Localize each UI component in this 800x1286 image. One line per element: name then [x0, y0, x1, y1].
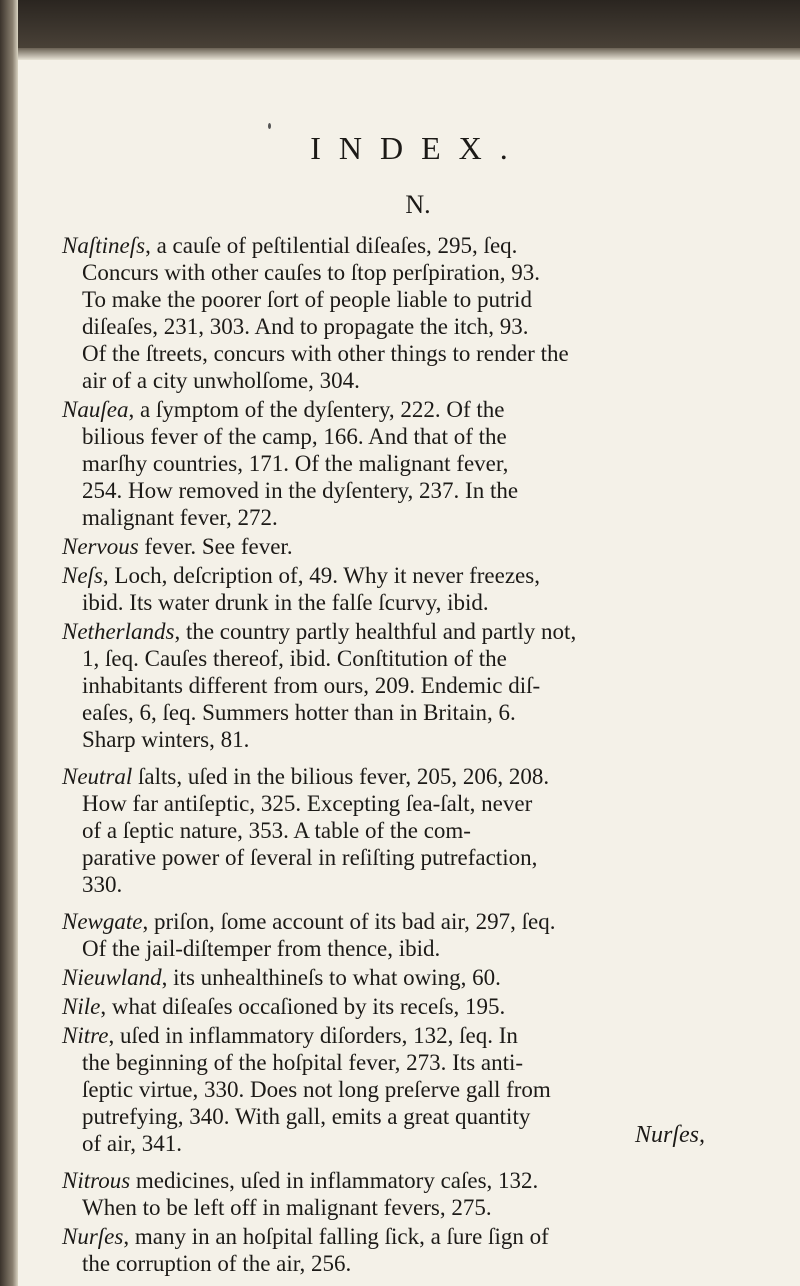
entry-text: , its unhealthineſs to what owing, 60.: [161, 965, 501, 990]
entry-text: ſalts, uſed in the bilious fever, 205, 206, 208.: [132, 764, 550, 789]
entry-text: air of a city unwholſome, 304.: [82, 368, 360, 393]
entry-term: Netherlands: [62, 619, 175, 644]
entry-text: diſeaſes, 231, 303. And to propagate the itch, 93.: [82, 314, 529, 339]
entry-text: , priſon, ſome account of its bad air, 297, ſeq.: [142, 909, 556, 934]
entry-text: Of the ſtreets, concurs with other things to render the: [82, 341, 569, 366]
entry-line: [62, 645, 712, 672]
entry-text: , a cauſe of peſtilential diſeaſes, 295, ſeq.: [145, 233, 518, 258]
entry-line: [62, 790, 712, 817]
entry-text: eaſes, 6, ſeq. Summers hotter than in Britain, 6.: [82, 700, 516, 725]
entry-text: medicines, uſed in inflammatory caſes, 132.: [130, 1168, 539, 1193]
entry-line: [62, 964, 712, 991]
index-entry: [62, 1022, 712, 1157]
entry-text: , what diſeaſes occaſioned by its receſs, 195.: [100, 994, 506, 1019]
page-edge-shadow: [18, 48, 800, 60]
entry-term: Nervous: [62, 534, 139, 559]
index-entry: [62, 232, 712, 394]
entry-text: inhabitants different from ours, 209. Endemic diſ-: [82, 673, 541, 698]
entry-text: , uſed in inflammatory diſorders, 132, ſeq. In: [108, 1023, 518, 1048]
entry-line: [62, 367, 712, 394]
entry-line: [62, 562, 712, 589]
entry-text: ibid. Its water drunk in the falſe ſcurvy, ibid.: [82, 590, 489, 615]
entry-line: [62, 423, 712, 450]
entry-text: Sharp winters, 81.: [82, 727, 250, 752]
entry-text: the corruption of the air, 256.: [82, 1251, 352, 1276]
entry-line: [62, 313, 712, 340]
entry-text: , many in an hoſpital falling ſick, a ſure ſign of: [123, 1224, 549, 1249]
entry-line: [62, 533, 712, 560]
entry-text: malignant fever, 272.: [82, 505, 278, 530]
entry-line: [62, 1130, 712, 1157]
entry-line: [62, 589, 712, 616]
entry-text: the beginning of the hoſpital fever, 273. Its anti-: [82, 1050, 524, 1075]
index-entry: [62, 993, 712, 1020]
index-entry: [62, 763, 712, 898]
entry-line: [62, 817, 712, 844]
entry-line: [62, 504, 712, 531]
entry-term: Nauſea: [62, 397, 129, 422]
entry-text: of air, 341.: [82, 1131, 182, 1156]
entry-line: [62, 1076, 712, 1103]
entry-text: ſeptic virtue, 330. Does not long preſerve gall from: [82, 1077, 551, 1102]
index-entry: [62, 618, 712, 753]
entry-term: Nurſes: [62, 1224, 124, 1249]
entry-text: 1, ſeq. Cauſes thereof, ibid. Conſtitution of the: [82, 646, 507, 671]
entry-line: [62, 726, 712, 753]
entry-line: [62, 1194, 712, 1221]
entry-line: [62, 232, 712, 259]
ink-spot: [268, 123, 271, 129]
index-entries: [62, 232, 712, 1279]
entry-term: Nitre: [62, 1023, 109, 1048]
entry-text: of a ſeptic nature, 353. A table of the com-: [82, 818, 471, 843]
entry-text: , the country partly healthful and partly not,: [174, 619, 577, 644]
entry-line: [62, 450, 712, 477]
entry-line: [62, 340, 712, 367]
index-entry: [62, 396, 712, 531]
entry-text: putrefying, 340. With gall, emits a great quantity: [82, 1104, 531, 1129]
entry-line: [62, 396, 712, 423]
entry-text: 330.: [82, 872, 123, 897]
entry-line: [62, 477, 712, 504]
index-entry: [62, 533, 712, 560]
entry-line: [62, 618, 712, 645]
catchword: Nurſes,: [634, 1122, 705, 1148]
index-entry: [62, 562, 712, 616]
index-entry: [62, 908, 712, 962]
entry-term: Nile: [62, 994, 101, 1019]
entry-line: [62, 1049, 712, 1076]
entry-text: Of the jail-diſtemper from thence, ibid.: [82, 936, 441, 961]
entry-line: [62, 871, 712, 898]
entry-line: [62, 286, 712, 313]
entry-text: How far antiſeptic, 325. Excepting ſea-ſalt, never: [82, 791, 533, 816]
entry-text: Concurs with other cauſes to ſtop perſpiration, 93.: [82, 260, 540, 285]
entry-text: To make the poorer ſort of people liable to putrid: [82, 287, 532, 312]
entry-text: , a ſymptom of the dyſentery, 222. Of the: [128, 397, 505, 422]
entry-term: Neutral: [62, 764, 133, 789]
index-entry: [62, 1223, 712, 1277]
entry-line: [62, 763, 712, 790]
entry-line: [62, 1167, 712, 1194]
entry-line: [62, 844, 712, 871]
index-entry: [62, 1167, 712, 1221]
entry-line: [62, 993, 712, 1020]
entry-term: Neſs: [62, 563, 103, 588]
page-header: INDEX.: [310, 130, 526, 166]
entry-text: , Loch, deſcription of, 49. Why it never freezes,: [102, 563, 540, 588]
entry-term: Nitrous: [62, 1168, 131, 1193]
entry-line: [62, 672, 712, 699]
entry-text: When to be left off in malignant fevers, 275.: [82, 1195, 492, 1220]
entry-line: [62, 1103, 712, 1130]
entry-line: [62, 1250, 712, 1277]
entry-line: [62, 1022, 712, 1049]
entry-term: Naſtineſs: [62, 233, 146, 258]
entry-term: Nieuwland: [62, 965, 162, 990]
scan-border-top: [0, 0, 800, 50]
entry-term: Newgate: [62, 909, 143, 934]
entry-line: [62, 935, 712, 962]
index-entry: [62, 964, 712, 991]
entry-line: [62, 1223, 712, 1250]
entry-text: fever. See fever.: [138, 534, 293, 559]
section-letter: N.: [405, 190, 431, 219]
entry-text: marſhy countries, 171. Of the malignant fever,: [82, 451, 509, 476]
entry-line: [62, 699, 712, 726]
entry-line: [62, 908, 712, 935]
entry-text: bilious fever of the camp, 166. And that of the: [82, 424, 507, 449]
entry-line: [62, 259, 712, 286]
entry-text: 254. How removed in the dyſentery, 237. In the: [82, 478, 519, 503]
entry-text: parative power of ſeveral in reſiſting putrefaction,: [82, 845, 538, 870]
